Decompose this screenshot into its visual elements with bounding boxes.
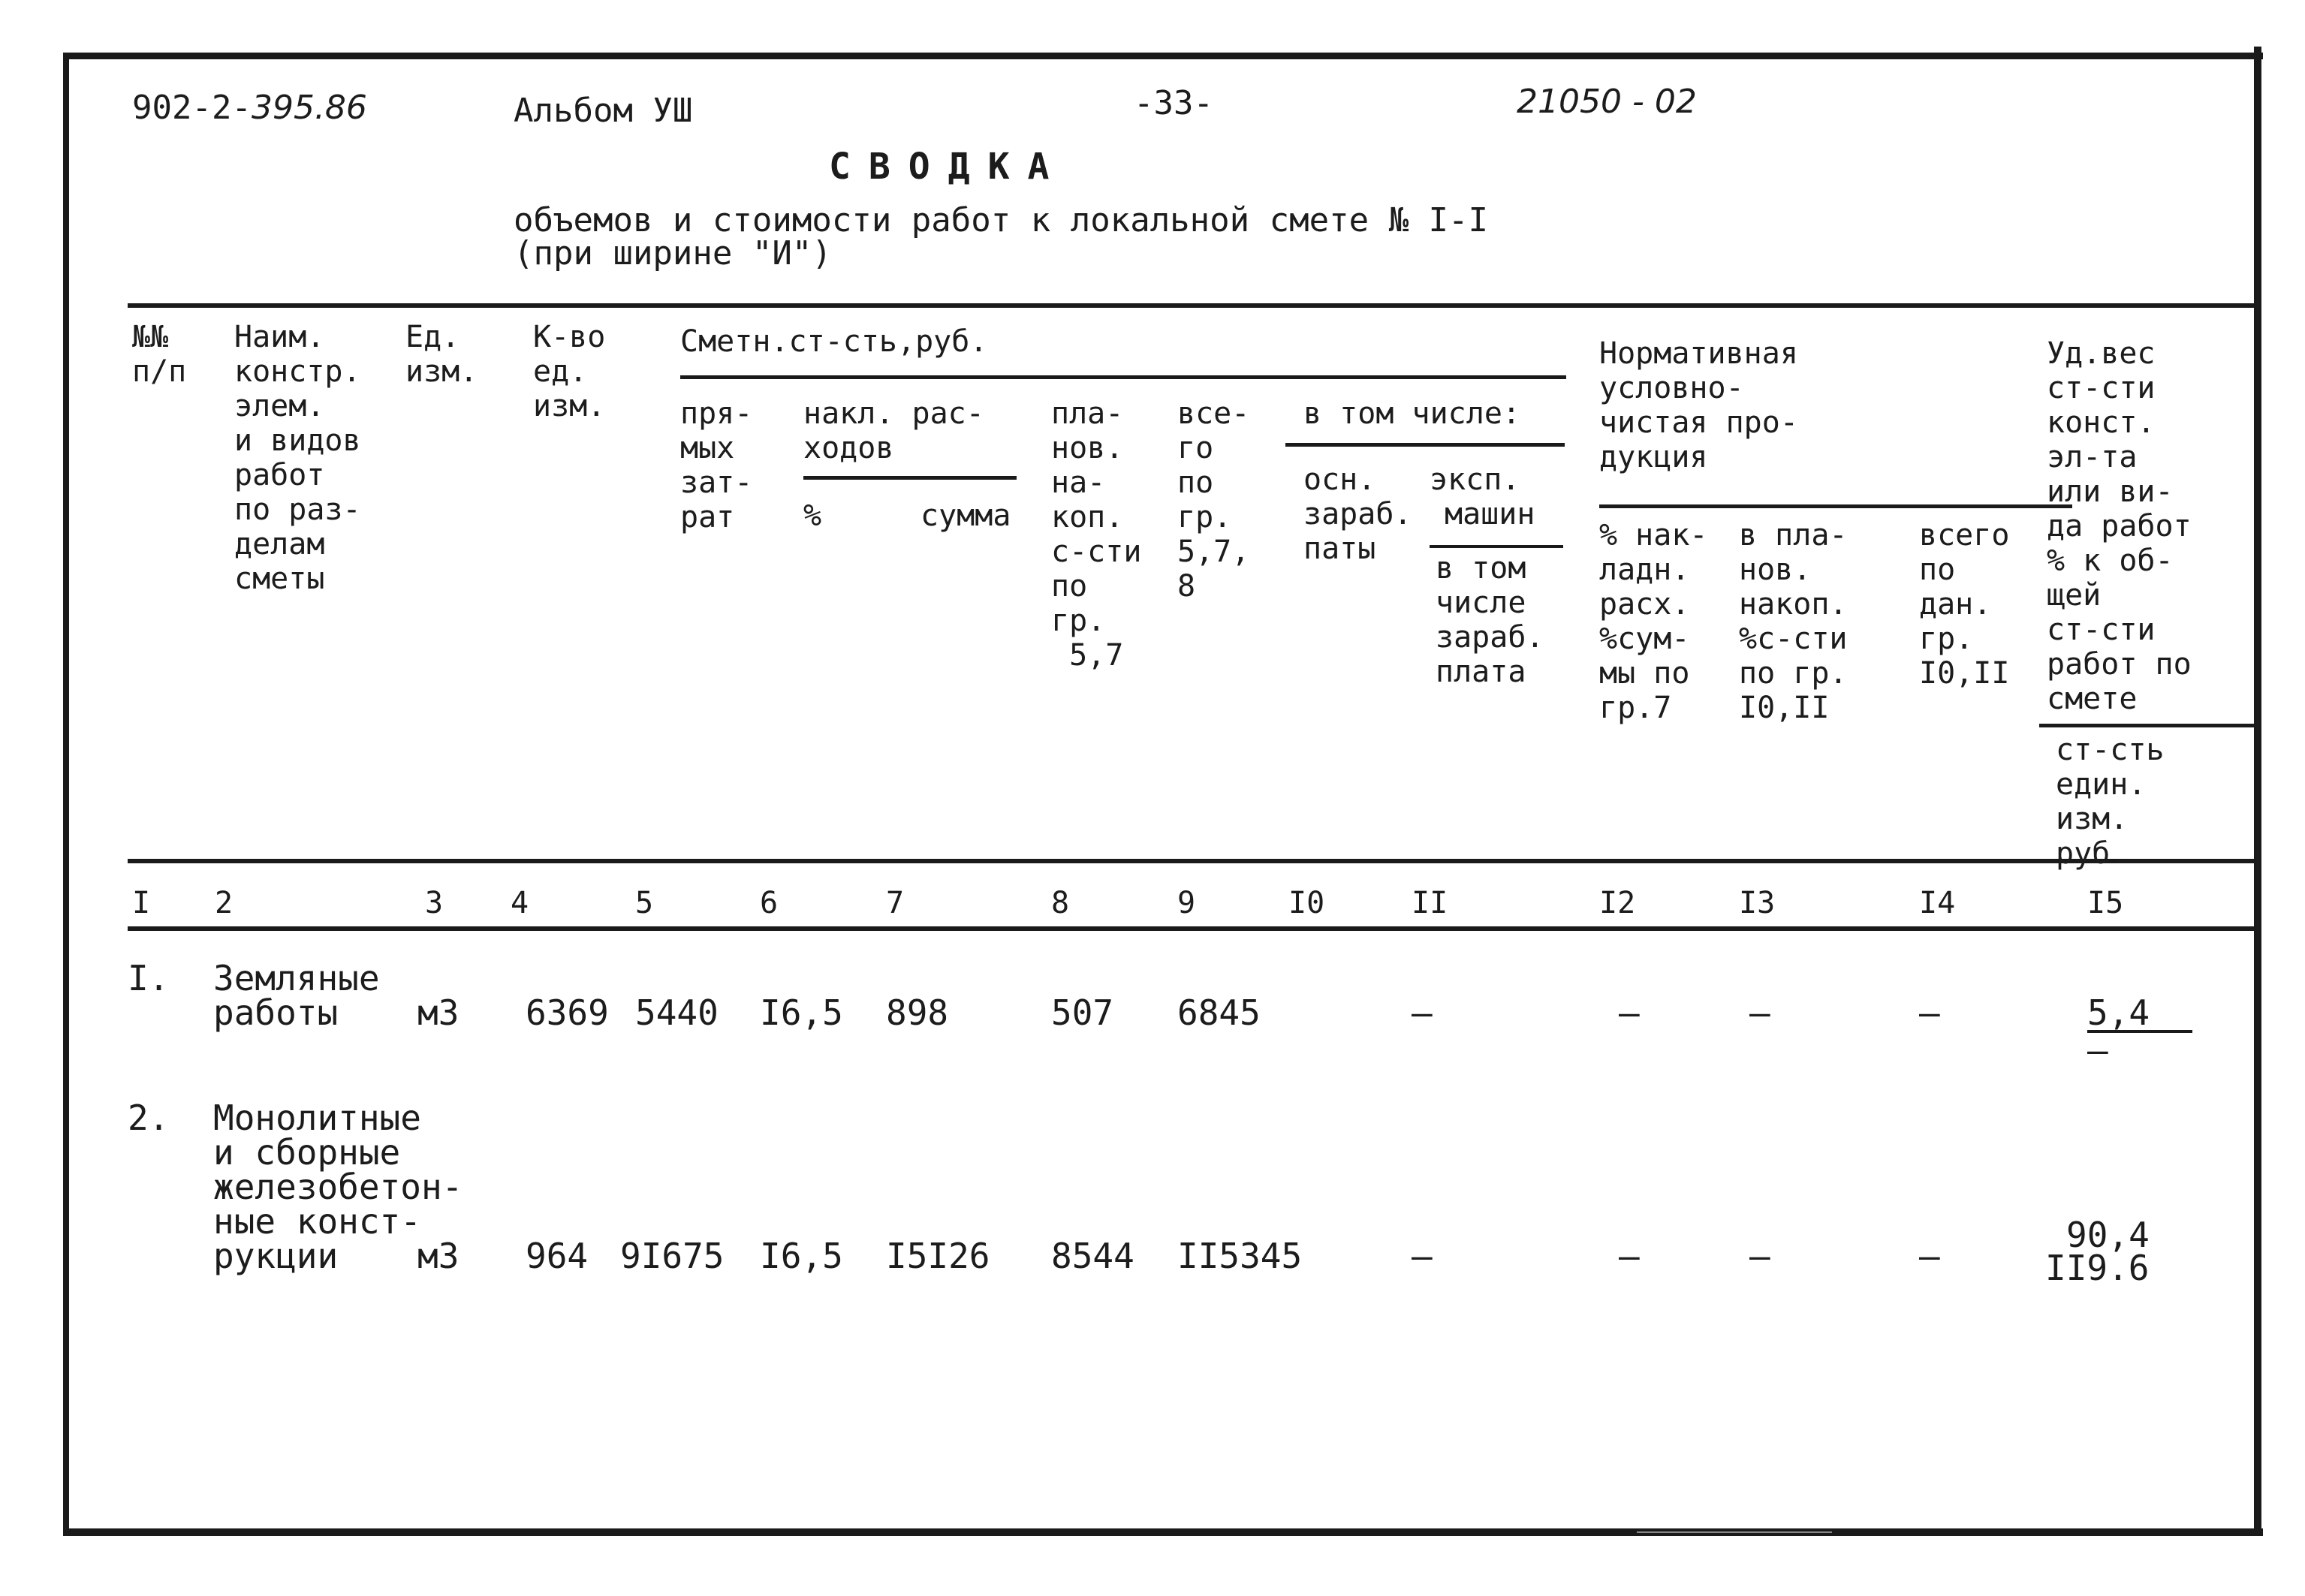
column-number: 8 — [1051, 886, 1070, 920]
ud-ves-rule — [2039, 724, 2257, 727]
column-number: I4 — [1919, 886, 1956, 920]
title-line-1: объемов и стоимости работ к локальной смете № I-I — [514, 201, 1489, 239]
row-c11: – — [1412, 992, 1433, 1033]
row-plan: 507 — [1051, 992, 1114, 1033]
column-number: I — [132, 886, 151, 920]
col-3-header: Ед. изм. — [405, 320, 478, 389]
col-7-header: сумма — [920, 498, 1011, 533]
title-main: СВОДКА — [829, 146, 1068, 188]
col-14-header: всего по дан. гр. I0,II — [1919, 518, 2010, 691]
col-13-header: в пла- нов. накоп. %с-сти по гр. I0,II — [1739, 518, 1848, 725]
row-c12: – — [1619, 992, 1640, 1033]
row-c15-top: 90,4 — [2066, 1215, 2150, 1255]
row-c13: – — [1749, 992, 1770, 1033]
row-c11: – — [1412, 1236, 1433, 1276]
row-pct: I6,5 — [760, 992, 843, 1033]
row-c14: – — [1919, 1236, 1940, 1276]
col-4-header: К-во ед. изм. — [533, 320, 606, 423]
column-number: 5 — [635, 886, 654, 920]
row-c13: – — [1749, 1236, 1770, 1276]
v-tom-chisle-rule — [1285, 443, 1565, 447]
col-8-header: пла- нов. на- коп. с-сти по гр. 5,7 — [1051, 396, 1142, 673]
col-12-header: % нак- ладн. расх. %сум- мы по гр.7 — [1599, 518, 1708, 725]
col-15-header-bottom: ст-сть един. изм. руб. — [2056, 733, 2165, 871]
title-line-2: (при ширине "И") — [514, 234, 832, 273]
row-name: Земляные работы — [213, 958, 380, 1033]
column-number: 7 — [886, 886, 905, 920]
smeta-group-rule — [680, 375, 1566, 379]
col-15-header-top: Уд.вес ст-сти конст. эл-та или ви- да работ % к об- щей ст-сти работ по смете — [2047, 336, 2192, 716]
album-label: Альбом УШ — [514, 92, 693, 130]
v-tom-chisle-header: в том числе: — [1303, 396, 1520, 431]
col-5-header: пря- мых зат- рат — [680, 396, 753, 535]
column-number: 2 — [215, 886, 234, 920]
column-number: 6 — [760, 886, 779, 920]
row-plan: 8544 — [1051, 1236, 1134, 1276]
column-number: I2 — [1599, 886, 1636, 920]
row-c12: – — [1619, 1236, 1640, 1276]
table-top-rule — [128, 303, 2260, 308]
row-number: 2. — [128, 1098, 170, 1138]
column-number: II — [1412, 886, 1448, 920]
code-prefix: 902-2- — [132, 89, 252, 127]
norm-group-rule — [1599, 504, 2072, 508]
row-total: II5345 — [1177, 1236, 1303, 1276]
row-sum: I5I26 — [886, 1236, 990, 1276]
nakl-group-rule — [803, 476, 1017, 480]
col-2-header: Наим. констр. элем. и видов работ по раз- делам сметы — [234, 320, 361, 596]
col-11-header-line: машин — [1445, 497, 1535, 531]
row-unit: м3 — [417, 1236, 459, 1276]
column-number: I5 — [2087, 886, 2124, 920]
column-number: I0 — [1288, 886, 1325, 920]
row-unit: м3 — [417, 992, 459, 1033]
col-11-header: в том числе зараб. плата — [1436, 551, 1544, 689]
document-code — [132, 89, 367, 127]
row-total: 6845 — [1177, 992, 1261, 1033]
page-frame-right — [2254, 47, 2261, 1536]
row-c14: – — [1919, 992, 1940, 1033]
column-number: 3 — [425, 886, 444, 920]
col-6-header: % — [803, 498, 822, 533]
col-9-header: все- го по гр. 5,7, 8 — [1177, 396, 1250, 604]
row-pct: I6,5 — [760, 1236, 843, 1276]
row-c15-top: 5,4 — [2087, 995, 2192, 1033]
page-frame — [63, 53, 2263, 1536]
scan-mark — [1637, 1531, 1832, 1533]
ekspl-mashin-underline — [1430, 545, 1563, 548]
row-direct: 9I675 — [620, 1236, 725, 1276]
column-number: 4 — [511, 886, 529, 920]
row-qty: 6369 — [526, 992, 609, 1033]
header-bottom-rule — [128, 859, 2260, 863]
row-c15-bottom: II9.6 — [2045, 1248, 2150, 1288]
nakl-group-header: накл. рас- ходов — [803, 396, 984, 465]
column-number: 9 — [1177, 886, 1196, 920]
row-name: Монолитные и сборные железобетон- ные конст- рукции — [213, 1098, 463, 1276]
code-handwritten: 395.86 — [251, 89, 367, 127]
col-10-header: осн. зараб. паты — [1303, 462, 1412, 566]
col-1-header: №№ п/п — [132, 320, 187, 389]
row-c15-bottom: – — [2087, 1030, 2108, 1071]
col-11-header-top: эксп. — [1430, 462, 1520, 497]
row-sum: 898 — [886, 992, 949, 1033]
norm-group-header: Нормативная условно- чистая про- дукция — [1599, 336, 1798, 474]
row-number: I. — [128, 958, 170, 998]
row-qty: 964 — [526, 1236, 589, 1276]
row-direct: 5440 — [635, 992, 719, 1033]
page-number: -33- — [1134, 84, 1213, 122]
smeta-group-header: Сметн.ст-сть,руб. — [680, 324, 988, 359]
doc-number: 21050 - 02 — [1517, 83, 1697, 121]
column-number: I3 — [1739, 886, 1776, 920]
numbers-bottom-rule — [128, 926, 2260, 931]
